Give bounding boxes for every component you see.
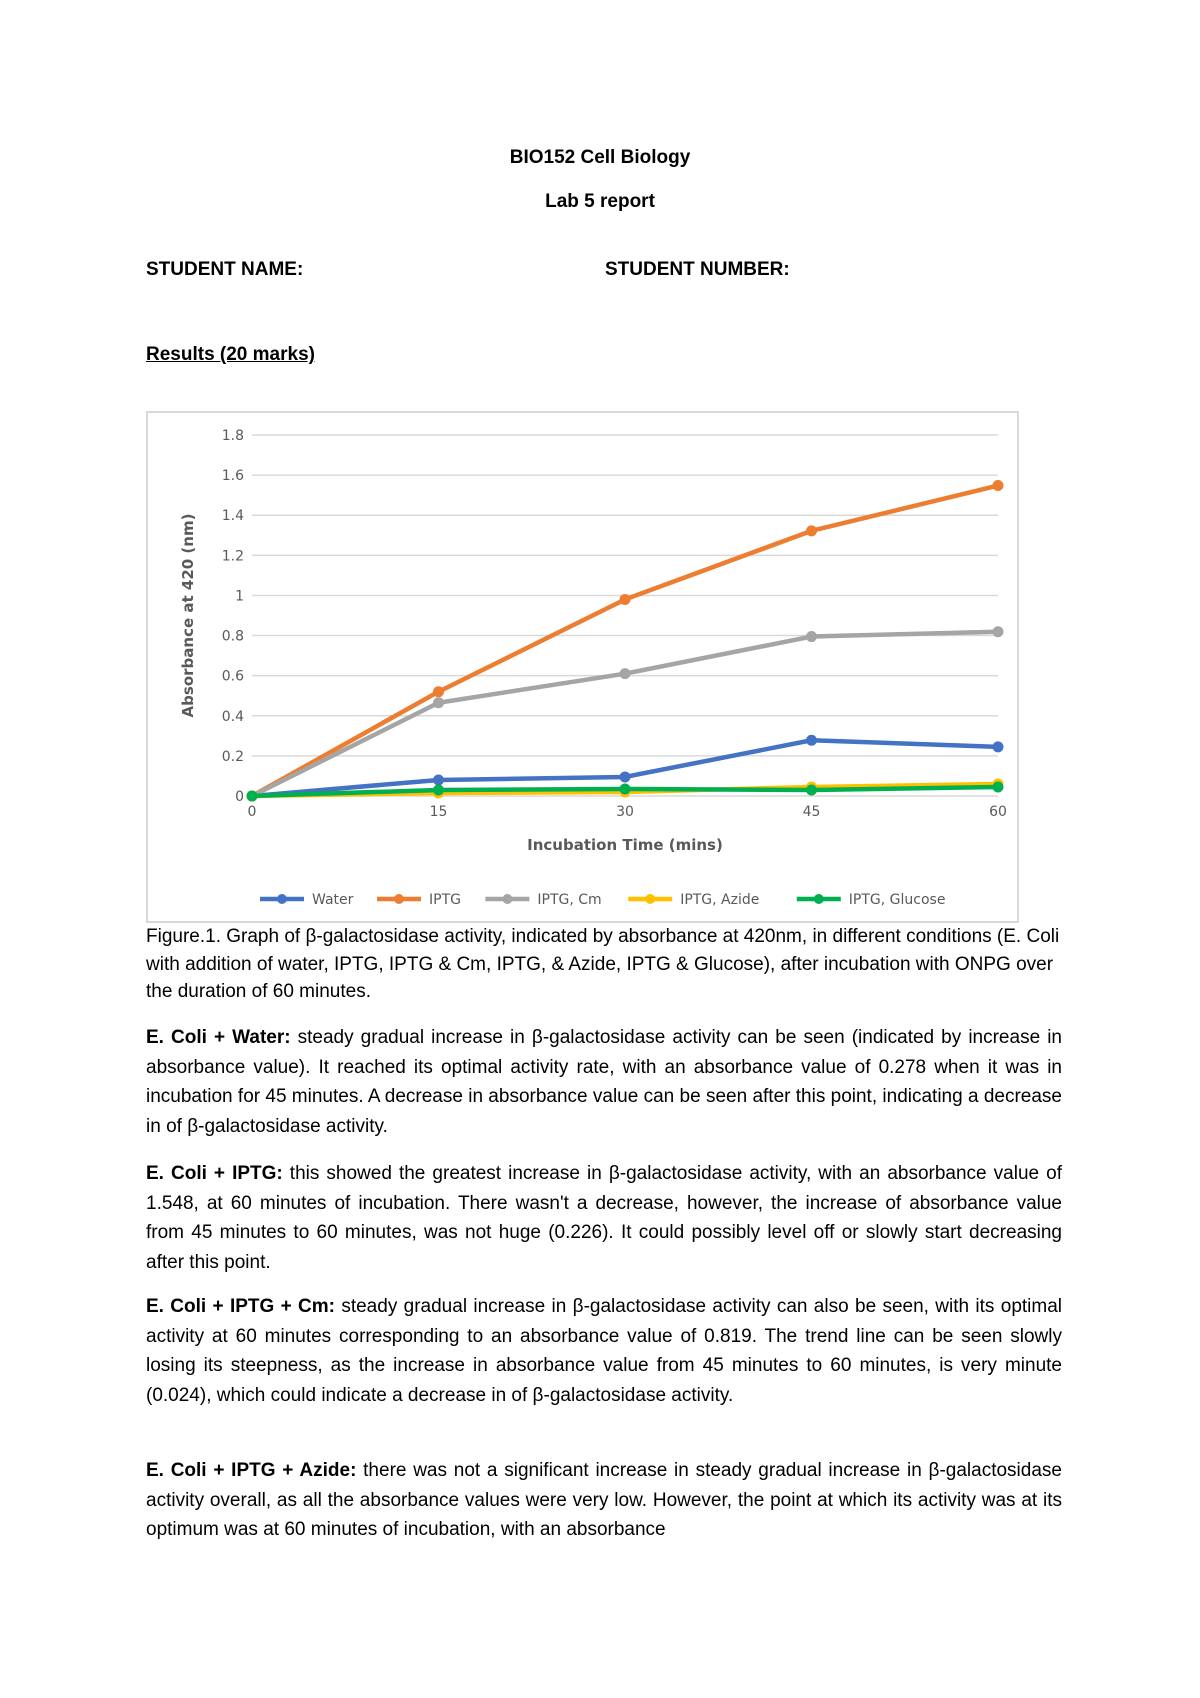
x-axis-title: Incubation Time (mins) [527, 836, 723, 854]
x-tick-label: 60 [989, 804, 1007, 820]
paragraph-text: this showed the greatest increase in β-galactosidase activity, with an absorbance value of 1.548, at 60 minutes of incubation. There wasn't a decrease, however, the increase of absorbance value from 45 minutes to 60 minutes, was not huge (0.226). It could possibly level off or slowly start decreasing after this point. [146, 1163, 1062, 1273]
legend-swatch-marker [394, 894, 404, 904]
paragraph-text: there was not a significant increase in steady gradual increase in β-galactosidase activity overall, as all the absorbance values were very low. However, the point at which its activity was at its optimum was at 60 minutes of incubation, with an absorbance [146, 1460, 1062, 1540]
data-point [993, 742, 1003, 752]
data-point [434, 698, 444, 708]
y-tick-label: 0.8 [221, 628, 244, 645]
data-point [993, 627, 1003, 637]
y-tick-label: 1.2 [221, 548, 244, 565]
legend-swatch-marker [277, 894, 287, 904]
legend-label: IPTG, Glucose [848, 892, 946, 908]
data-point [993, 782, 1003, 792]
student-name-label: STUDENT NAME: [146, 259, 304, 280]
data-point [807, 735, 817, 745]
y-tick-label: 0 [235, 789, 244, 805]
paragraph-water [146, 1023, 1062, 1141]
y-tick-label: 1.4 [221, 508, 244, 525]
data-point [434, 785, 444, 795]
legend-label: IPTG, Azide [680, 892, 760, 908]
course-title: BIO152 Cell Biology [509, 147, 691, 168]
paragraph-iptg-cm [146, 1292, 1062, 1410]
figure-caption: Figure.1. Graph of β-galactosidase activity, indicated by absorbance at 420nm, in different conditions (E. Coli with addition of water, IPTG, IPTG & Cm, IPTG, & Azide, IPTG & Glucose), after incubation with ONPG over the duration of 60 minutes. [146, 926, 1060, 1002]
chart-svg [148, 413, 1017, 921]
data-point [993, 481, 1003, 491]
paragraph-label: E. Coli + IPTG + Cm: [146, 1296, 335, 1317]
data-point [620, 669, 630, 679]
y-tick-label: 1.6 [221, 468, 244, 485]
x-tick-label: 15 [429, 804, 448, 820]
data-point [807, 785, 817, 795]
paragraph-iptg [146, 1159, 1062, 1277]
x-tick-label: 30 [616, 804, 634, 820]
data-point [620, 784, 630, 794]
paragraph-label: E. Coli + IPTG + Azide: [146, 1460, 357, 1481]
legend-swatch-marker [814, 894, 824, 904]
legend-label: IPTG [429, 892, 461, 908]
y-tick-label: 0.2 [221, 748, 244, 765]
legend-label: IPTG, Cm [537, 892, 602, 908]
paragraph-label: E. Coli + Water: [146, 1027, 291, 1048]
data-point [434, 775, 444, 785]
data-point [620, 772, 630, 782]
y-axis-title: Absorbance at 420 (nm) [179, 513, 197, 718]
y-tick-label: 1.8 [221, 428, 244, 444]
data-point [434, 687, 444, 697]
student-number-label: STUDENT NUMBER: [605, 259, 790, 280]
paragraph-iptg-azide [146, 1456, 1062, 1545]
legend-swatch-marker [645, 894, 655, 904]
series-line [252, 632, 998, 796]
x-tick-label: 0 [247, 804, 257, 820]
paragraph-text: steady gradual increase in β-galactosidase activity can also be seen, with its optimal activity at 60 minutes corresponding to an absorbance value of 0.819. The trend line can be seen slowly losing its steepness, as the increase in absorbance value from 45 minutes to 60 minutes, is very minute (0.024), which could indicate a decrease in of β-galactosidase activity. [146, 1296, 1062, 1406]
data-point [247, 791, 257, 801]
legend-swatch-marker [502, 894, 512, 904]
x-tick-label: 45 [802, 804, 821, 820]
paragraph-text: steady gradual increase in β-galactosidase activity can be seen (indicated by increase in absorbance value). It reached its optimal activity rate, with an absorbance value of 0.278 when it was in incubation for 45 minutes. A decrease in absorbance value can be seen after this point, indicating a decrease in of β-galactosidase activity. [146, 1027, 1062, 1137]
data-point [620, 594, 630, 604]
absorbance-chart [146, 411, 1019, 923]
data-point [807, 632, 817, 642]
y-tick-label: 0.6 [221, 668, 244, 685]
results-heading: Results (20 marks) [146, 344, 315, 365]
paragraph-label: E. Coli + IPTG: [146, 1163, 283, 1184]
legend-label: Water [312, 892, 354, 908]
series-line [252, 486, 998, 796]
data-point [807, 526, 817, 536]
y-tick-label: 0.4 [221, 708, 244, 725]
report-title: Lab 5 report [545, 191, 655, 212]
y-tick-label: 1 [235, 588, 244, 605]
